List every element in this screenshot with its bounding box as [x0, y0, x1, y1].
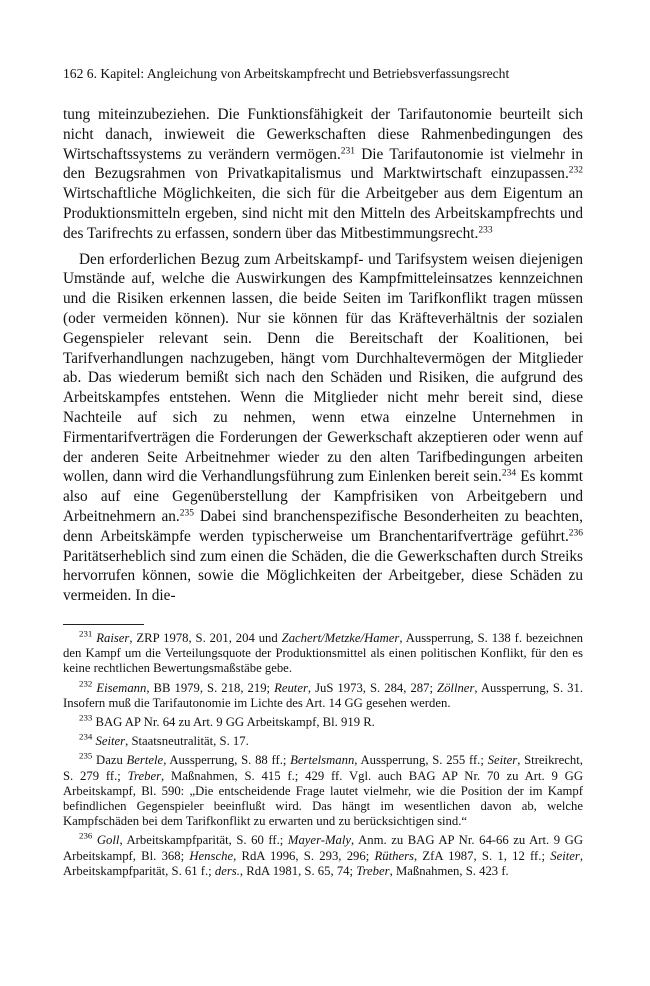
- text-run: , JuS 1973, S. 284, 287;: [307, 680, 438, 695]
- author: Zachert/Metzke/Hamer: [281, 631, 400, 645]
- author: Hensche: [189, 848, 234, 863]
- author: Bertele: [126, 753, 164, 768]
- author: Seiter: [95, 734, 126, 749]
- author: Mayer-Maly: [287, 833, 352, 848]
- author: Seiter: [487, 753, 518, 768]
- text-run: tung miteinzubeziehen. Die Funktionsfähigkeit der Tarifautonomie beurteilt sich nicht danach, inwieweit die Gewerkschaften diese Rahmenbedingungen des Wirtschaftssystems zu verändern vermögen.: [63, 106, 583, 163]
- footnote-number: 234: [79, 731, 93, 742]
- text-run: Die Tarifautonomie ist vielmehr in den Bezugsrahmen von Privatkapitalismus und Marktwirtschaft einzupassen.: [63, 145, 583, 183]
- main-text: [63, 105, 583, 606]
- footnote-number: 236: [79, 831, 93, 842]
- text-run: , Arbeitskampfparität, S. 61 f.;: [63, 848, 583, 878]
- footnote-ref-234[interactable]: 234: [501, 468, 517, 479]
- text-run: , RdA 1996, S. 293, 296;: [233, 848, 375, 863]
- footnote-232: [63, 678, 583, 711]
- footnote-number: 235: [79, 751, 93, 762]
- text-run: , Aussperrung, S. 88 ff.;: [163, 753, 291, 768]
- text-run: , Aussperrung, S. 31. Insofern muß die Tarifautonomie im Lichte des Art. 14 GG gesehen werden.: [63, 680, 583, 710]
- chapter-title: 6. Kapitel: Angleichung von Arbeitskampfrecht und Betriebsverfassungsrecht: [86, 66, 510, 81]
- text-run: , Maßnahmen, S. 423 f.: [389, 863, 509, 878]
- running-header: [63, 66, 583, 82]
- author: Eisemann: [96, 680, 147, 695]
- paragraph-2: [63, 250, 583, 606]
- text-run: Den erforderlichen Bezug zum Arbeitskampf- und Tarifsystem weisen diejenigen Umstände auf, welche die Auswirkungen des Kampfmitteleinsatzes kennzeichnen und die Risiken erkennen lassen, die beide Seiten im Tarifkonflikt tragen müssen (oder vermeiden können). Nur sie können für das Kräfteverhältnis der sozialen Gegenspieler relevant sein. Denn die Bereitschaft der Koalitionen, bei Tarifverhandlungen nachzugeben, hängt vom Durchhaltevermögen der Mitglieder ab. Das wiederum bemißt sich nach den Schäden und Risiken, die aufgrund des Arbeitskampfes entstehen. Wenn die Mitglieder nicht mehr bereit sind, diese Nachteile auf sich zu nehmen, wenn etwa einzelne Unternehmen in Firmentarifverträgen die Forderungen der Gewerkschaft akzeptieren oder wenn auf der anderen Seite Arbeitnehmer wieder zu den alten Tarifbedingungen arbeiten wollen, dann wird die Verhandlungsführung zum Einlenken bereit sein.: [63, 250, 583, 486]
- author: ders.: [214, 863, 240, 878]
- text-run: , BB 1979, S. 218, 219;: [146, 680, 275, 695]
- author: Goll: [96, 833, 120, 848]
- text-run: , ZfA 1987, S. 1, 12 ff.;: [414, 848, 551, 863]
- text-run: , Aussperrung, S. 138 f. bezeichnen den Kampf um die Verteilungsquote der Produktionsmittel als einen politischen Konflikt, für den es keine rechtlichen Bewertungsmaßstäbe gebe.: [63, 631, 583, 676]
- author: Raiser: [96, 631, 130, 645]
- footnote-ref-235[interactable]: 235: [179, 508, 194, 519]
- text-run: , Streikrecht, S. 279 ff.;: [63, 753, 583, 783]
- paragraph-1: [63, 105, 583, 244]
- text-run: , Anm. zu BAG AP Nr. 64-66 zu Art. 9 GG Arbeitskampf, Bl. 368;: [63, 833, 583, 863]
- footnote-236: [63, 833, 583, 879]
- footnote-233: [63, 712, 583, 730]
- text-run: Dabei sind branchenspezifische Besonderheiten zu beachten, denn Arbeitskämpfe werden typischerweise um Branchentarifverträge geführt.: [63, 507, 583, 545]
- page-number: 162: [63, 66, 84, 81]
- footnote-ref-232[interactable]: 232: [568, 165, 583, 176]
- text-run: , Staatsneutralität, S. 17.: [125, 734, 249, 749]
- author: Treber: [356, 863, 390, 878]
- footnote-ref-236[interactable]: 236: [568, 528, 583, 539]
- footnote-number: 233: [79, 712, 93, 723]
- author: Treber: [127, 768, 162, 783]
- footnote-ref-231[interactable]: 231: [340, 145, 355, 156]
- footnote-separator: [63, 624, 144, 625]
- footnotes: [63, 628, 583, 883]
- footnote-ref-233[interactable]: 233: [478, 225, 493, 236]
- text-run: Es kommt also auf eine Gegenüberstellung der Kampfrisiken von Arbeitgebern und Arbeitnehmern an.: [63, 468, 583, 525]
- text-run: , ZRP 1978, S. 201, 204 und: [129, 631, 282, 645]
- text-run: Paritätserheblich sind zum einen die Schäden, die die Gewerkschaften durch Streiks hervorrufen können, sowie die Möglichkeiten der Arbeitgeber, diese Schäden zu vermeiden. In die-: [63, 547, 583, 605]
- footnote-234: [63, 731, 583, 749]
- author: Seiter: [550, 848, 580, 863]
- footnote-235: [63, 753, 583, 829]
- text-run: , RdA 1981, S. 65, 74;: [239, 863, 357, 878]
- author: Bertelsmann: [290, 753, 355, 768]
- author: Reuter: [274, 680, 308, 695]
- text-run: , Maßnahmen, S. 415 f.; 429 ff. Vgl. auch BAG AP Nr. 70 zu Art. 9 GG Arbeitskampf, Bl. 590: „Die entscheidende Frage lautet vielmehr, wie die Position der im Kampf befindlichen Gegenspieler beeinflußt wird. Das hängt im wesentlichen davon ab, welche Kampfschäden bei dem Tarifkonflikt zu erwarten und zu berücksichtigen sind.“: [63, 768, 583, 829]
- author: Rüthers: [374, 848, 414, 863]
- author: Zöllner: [437, 680, 475, 695]
- text-run: , Aussperrung, S. 255 ff.;: [354, 753, 488, 768]
- text-run: Wirtschaftliche Möglichkeiten, die sich für die Arbeitgeber aus dem Eigentum an Produktionsmitteln ergeben, sind nicht mit den Mitteln des Arbeitskampfrechts und des Tarifrechts zu erfassen, sondern über das Mitbestimmungsrecht.: [63, 185, 583, 242]
- text-run: Dazu: [96, 753, 127, 768]
- footnote-231: [63, 628, 583, 677]
- text-run: BAG AP Nr. 64 zu Art. 9 GG Arbeitskampf, Bl. 919 R.: [95, 715, 375, 730]
- text-run: , Arbeitskampfparität, S. 60 ff.;: [119, 833, 288, 848]
- footnote-number: 231: [79, 628, 93, 639]
- footnote-number: 232: [79, 678, 93, 689]
